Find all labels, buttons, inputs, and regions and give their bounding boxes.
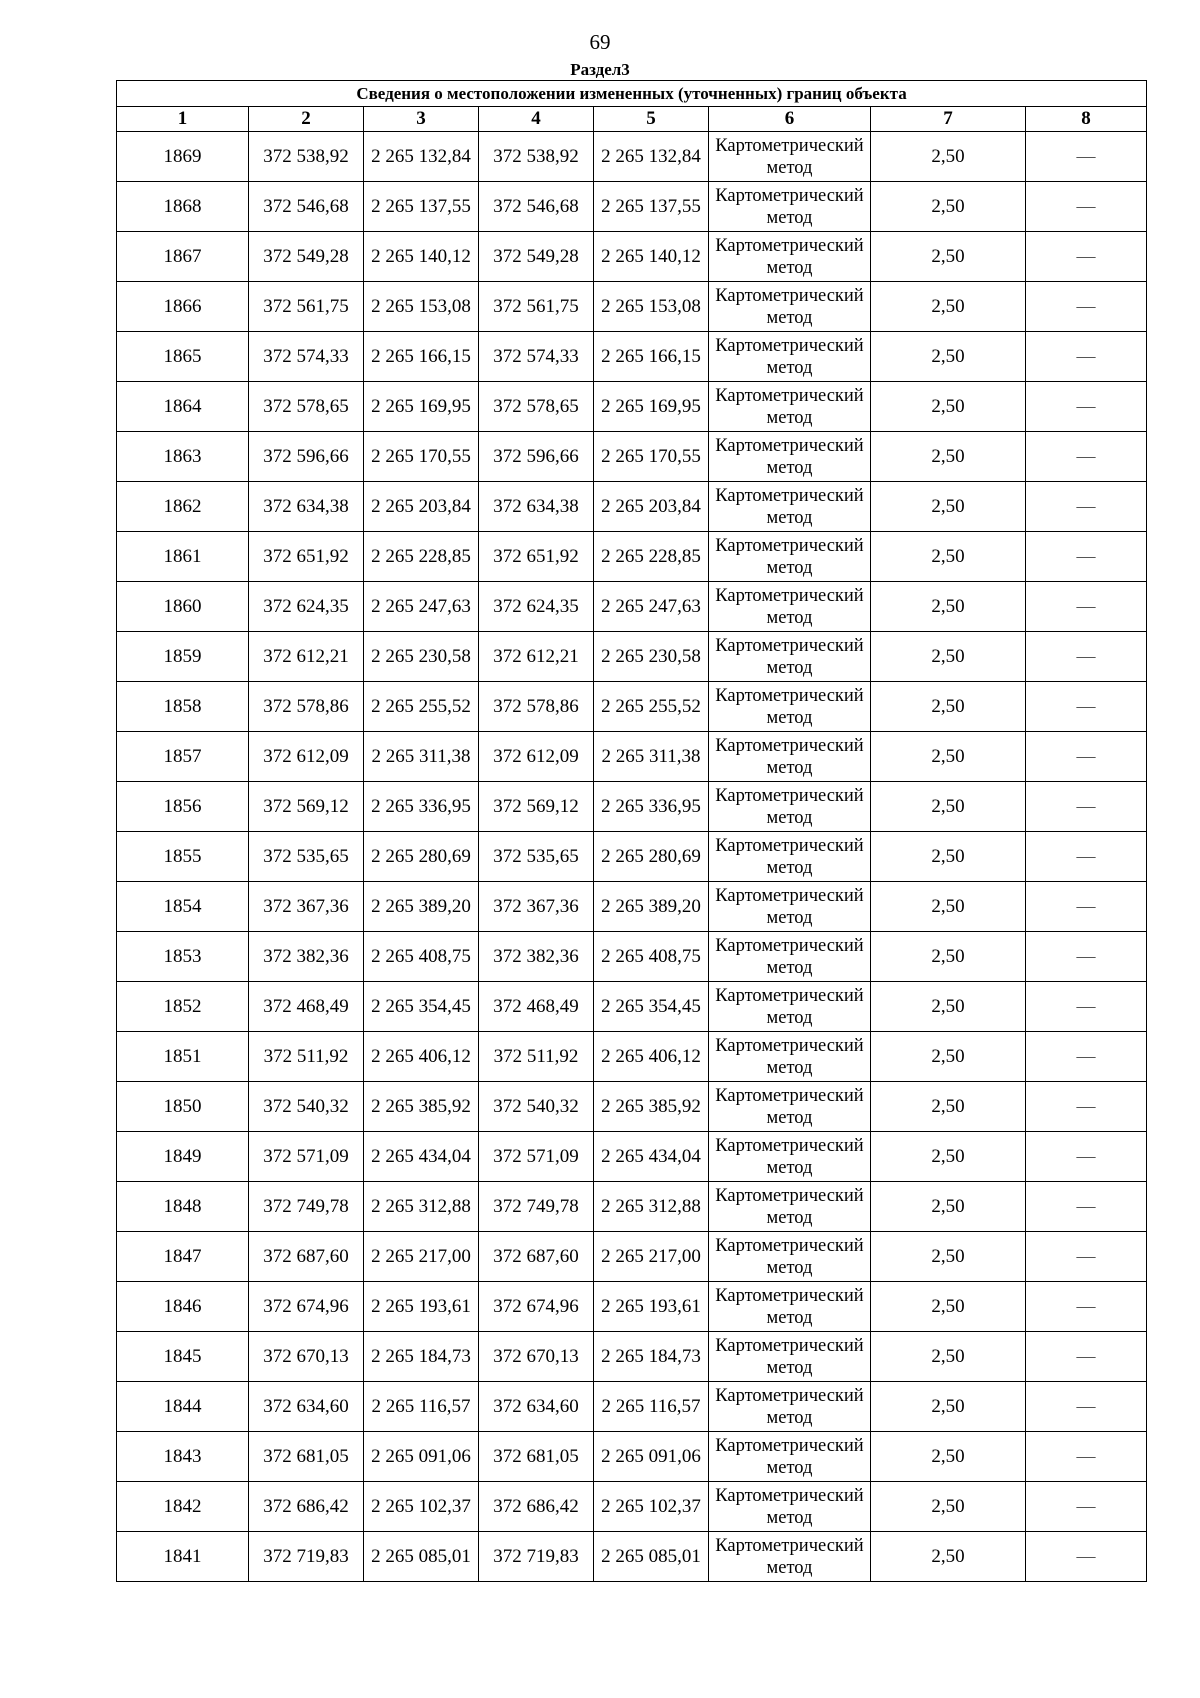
method-cell: Картометрический метод [709, 1432, 871, 1482]
point-number-cell: 1852 [117, 982, 249, 1032]
y-new-cell: 2 265 408,75 [594, 932, 709, 982]
y-old-cell: 2 265 140,12 [364, 232, 479, 282]
column-header: 1 [117, 107, 249, 132]
description-cell: — [1026, 632, 1147, 682]
table-title-row [117, 81, 1147, 107]
x-new-cell: 372 634,60 [479, 1382, 594, 1432]
y-old-cell: 2 265 132,84 [364, 132, 479, 182]
x-new-cell: 372 719,83 [479, 1532, 594, 1582]
x-old-cell: 372 538,92 [249, 132, 364, 182]
accuracy-cell: 2,50 [871, 1082, 1026, 1132]
table-row [117, 582, 1147, 632]
accuracy-cell: 2,50 [871, 482, 1026, 532]
point-number-cell: 1861 [117, 532, 249, 582]
point-number-cell: 1868 [117, 182, 249, 232]
x-old-cell: 372 468,49 [249, 982, 364, 1032]
x-new-cell: 372 686,42 [479, 1482, 594, 1532]
description-cell: — [1026, 482, 1147, 532]
page-number: 69 [589, 30, 611, 54]
description-cell: — [1026, 1082, 1147, 1132]
method-cell: Картометрический метод [709, 532, 871, 582]
description-cell: — [1026, 432, 1147, 482]
table-row [117, 332, 1147, 382]
x-new-cell: 372 367,36 [479, 882, 594, 932]
y-new-cell: 2 265 193,61 [594, 1282, 709, 1332]
x-new-cell: 372 540,32 [479, 1082, 594, 1132]
column-header: 8 [1026, 107, 1147, 132]
column-header: 6 [709, 107, 871, 132]
y-new-cell: 2 265 312,88 [594, 1182, 709, 1232]
x-old-cell: 372 634,60 [249, 1382, 364, 1432]
point-number-cell: 1860 [117, 582, 249, 632]
column-header: 4 [479, 107, 594, 132]
y-old-cell: 2 265 230,58 [364, 632, 479, 682]
accuracy-cell: 2,50 [871, 1132, 1026, 1182]
accuracy-cell: 2,50 [871, 732, 1026, 782]
description-cell: — [1026, 332, 1147, 382]
method-cell: Картометрический метод [709, 132, 871, 182]
table-row [117, 1432, 1147, 1482]
table-row [117, 232, 1147, 282]
x-old-cell: 372 382,36 [249, 932, 364, 982]
accuracy-cell: 2,50 [871, 1382, 1026, 1432]
table-row [117, 382, 1147, 432]
y-old-cell: 2 265 385,92 [364, 1082, 479, 1132]
column-header: 3 [364, 107, 479, 132]
x-new-cell: 372 561,75 [479, 282, 594, 332]
table-row [117, 732, 1147, 782]
x-old-cell: 372 686,42 [249, 1482, 364, 1532]
accuracy-cell: 2,50 [871, 1182, 1026, 1232]
point-number-cell: 1844 [117, 1382, 249, 1432]
description-cell: — [1026, 1332, 1147, 1382]
method-cell: Картометрический метод [709, 1082, 871, 1132]
x-old-cell: 372 574,33 [249, 332, 364, 382]
x-new-cell: 372 468,49 [479, 982, 594, 1032]
x-old-cell: 372 612,21 [249, 632, 364, 682]
description-cell: — [1026, 882, 1147, 932]
description-cell: — [1026, 832, 1147, 882]
point-number-cell: 1846 [117, 1282, 249, 1332]
x-new-cell: 372 651,92 [479, 532, 594, 582]
accuracy-cell: 2,50 [871, 832, 1026, 882]
y-old-cell: 2 265 170,55 [364, 432, 479, 482]
method-cell: Картометрический метод [709, 232, 871, 282]
description-cell: — [1026, 1232, 1147, 1282]
x-old-cell: 372 681,05 [249, 1432, 364, 1482]
x-new-cell: 372 670,13 [479, 1332, 594, 1382]
x-new-cell: 372 549,28 [479, 232, 594, 282]
table-row [117, 782, 1147, 832]
point-number-cell: 1845 [117, 1332, 249, 1382]
y-old-cell: 2 265 091,06 [364, 1432, 479, 1482]
method-cell: Картометрический метод [709, 1182, 871, 1232]
y-new-cell: 2 265 336,95 [594, 782, 709, 832]
method-cell: Картометрический метод [709, 932, 871, 982]
method-cell: Картометрический метод [709, 1232, 871, 1282]
y-old-cell: 2 265 247,63 [364, 582, 479, 632]
x-old-cell: 372 535,65 [249, 832, 364, 882]
table-row [117, 632, 1147, 682]
table-row [117, 1482, 1147, 1532]
table-title: Сведения о местоположении измененных (уточненных) границ объекта [117, 81, 1147, 107]
y-old-cell: 2 265 312,88 [364, 1182, 479, 1232]
x-old-cell: 372 546,68 [249, 182, 364, 232]
x-old-cell: 372 624,35 [249, 582, 364, 632]
y-new-cell: 2 265 385,92 [594, 1082, 709, 1132]
accuracy-cell: 2,50 [871, 1482, 1026, 1532]
point-number-cell: 1866 [117, 282, 249, 332]
y-old-cell: 2 265 389,20 [364, 882, 479, 932]
method-cell: Картометрический метод [709, 682, 871, 732]
x-old-cell: 372 687,60 [249, 1232, 364, 1282]
x-old-cell: 372 511,92 [249, 1032, 364, 1082]
y-old-cell: 2 265 434,04 [364, 1132, 479, 1182]
y-new-cell: 2 265 255,52 [594, 682, 709, 732]
y-new-cell: 2 265 137,55 [594, 182, 709, 232]
y-old-cell: 2 265 280,69 [364, 832, 479, 882]
table-row [117, 1532, 1147, 1582]
accuracy-cell: 2,50 [871, 382, 1026, 432]
table-row [117, 982, 1147, 1032]
accuracy-cell: 2,50 [871, 532, 1026, 582]
point-number-cell: 1865 [117, 332, 249, 382]
y-old-cell: 2 265 354,45 [364, 982, 479, 1032]
point-number-cell: 1869 [117, 132, 249, 182]
accuracy-cell: 2,50 [871, 632, 1026, 682]
x-new-cell: 372 681,05 [479, 1432, 594, 1482]
point-number-cell: 1848 [117, 1182, 249, 1232]
point-number-cell: 1850 [117, 1082, 249, 1132]
table-row [117, 132, 1147, 182]
description-cell: — [1026, 1032, 1147, 1082]
table-row [117, 932, 1147, 982]
description-cell: — [1026, 182, 1147, 232]
x-new-cell: 372 571,09 [479, 1132, 594, 1182]
y-old-cell: 2 265 116,57 [364, 1382, 479, 1432]
x-new-cell: 372 511,92 [479, 1032, 594, 1082]
x-new-cell: 372 612,21 [479, 632, 594, 682]
x-old-cell: 372 634,38 [249, 482, 364, 532]
y-new-cell: 2 265 354,45 [594, 982, 709, 1032]
method-cell: Картометрический метод [709, 582, 871, 632]
point-number-cell: 1853 [117, 932, 249, 982]
method-cell: Картометрический метод [709, 1132, 871, 1182]
y-old-cell: 2 265 255,52 [364, 682, 479, 732]
y-old-cell: 2 265 137,55 [364, 182, 479, 232]
method-cell: Картометрический метод [709, 382, 871, 432]
table-header-row [117, 107, 1147, 132]
x-old-cell: 372 651,92 [249, 532, 364, 582]
x-old-cell: 372 719,83 [249, 1532, 364, 1582]
description-cell: — [1026, 282, 1147, 332]
point-number-cell: 1849 [117, 1132, 249, 1182]
method-cell: Картометрический метод [709, 1032, 871, 1082]
y-old-cell: 2 265 169,95 [364, 382, 479, 432]
method-cell: Картометрический метод [709, 482, 871, 532]
accuracy-cell: 2,50 [871, 682, 1026, 732]
y-new-cell: 2 265 230,58 [594, 632, 709, 682]
accuracy-cell: 2,50 [871, 282, 1026, 332]
description-cell: — [1026, 232, 1147, 282]
table-row [117, 1082, 1147, 1132]
x-old-cell: 372 367,36 [249, 882, 364, 932]
y-new-cell: 2 265 085,01 [594, 1532, 709, 1582]
x-new-cell: 372 578,65 [479, 382, 594, 432]
x-old-cell: 372 561,75 [249, 282, 364, 332]
accuracy-cell: 2,50 [871, 432, 1026, 482]
point-number-cell: 1847 [117, 1232, 249, 1282]
accuracy-cell: 2,50 [871, 1282, 1026, 1332]
y-new-cell: 2 265 389,20 [594, 882, 709, 932]
point-number-cell: 1843 [117, 1432, 249, 1482]
y-old-cell: 2 265 311,38 [364, 732, 479, 782]
description-cell: — [1026, 1382, 1147, 1432]
y-new-cell: 2 265 116,57 [594, 1382, 709, 1432]
y-new-cell: 2 265 132,84 [594, 132, 709, 182]
x-new-cell: 372 612,09 [479, 732, 594, 782]
table-row [117, 1132, 1147, 1182]
point-number-cell: 1862 [117, 482, 249, 532]
table-row [117, 1332, 1147, 1382]
table-row [117, 682, 1147, 732]
accuracy-cell: 2,50 [871, 132, 1026, 182]
description-cell: — [1026, 1182, 1147, 1232]
x-new-cell: 372 674,96 [479, 1282, 594, 1332]
x-old-cell: 372 549,28 [249, 232, 364, 282]
x-old-cell: 372 578,65 [249, 382, 364, 432]
x-new-cell: 372 687,60 [479, 1232, 594, 1282]
x-old-cell: 372 540,32 [249, 1082, 364, 1132]
table-row [117, 432, 1147, 482]
method-cell: Картометрический метод [709, 982, 871, 1032]
y-old-cell: 2 265 193,61 [364, 1282, 479, 1332]
x-new-cell: 372 596,66 [479, 432, 594, 482]
x-old-cell: 372 749,78 [249, 1182, 364, 1232]
description-cell: — [1026, 782, 1147, 832]
point-number-cell: 1855 [117, 832, 249, 882]
method-cell: Картометрический метод [709, 182, 871, 232]
y-new-cell: 2 265 280,69 [594, 832, 709, 882]
method-cell: Картометрический метод [709, 782, 871, 832]
y-new-cell: 2 265 247,63 [594, 582, 709, 632]
x-new-cell: 372 382,36 [479, 932, 594, 982]
point-number-cell: 1851 [117, 1032, 249, 1082]
point-number-cell: 1856 [117, 782, 249, 832]
y-new-cell: 2 265 153,08 [594, 282, 709, 332]
y-old-cell: 2 265 228,85 [364, 532, 479, 582]
y-new-cell: 2 265 184,73 [594, 1332, 709, 1382]
x-old-cell: 372 596,66 [249, 432, 364, 482]
accuracy-cell: 2,50 [871, 182, 1026, 232]
point-number-cell: 1857 [117, 732, 249, 782]
y-old-cell: 2 265 217,00 [364, 1232, 479, 1282]
table-row [117, 832, 1147, 882]
x-new-cell: 372 574,33 [479, 332, 594, 382]
boundary-table [116, 80, 1147, 1582]
description-cell: — [1026, 932, 1147, 982]
y-old-cell: 2 265 102,37 [364, 1482, 479, 1532]
point-number-cell: 1864 [117, 382, 249, 432]
y-new-cell: 2 265 203,84 [594, 482, 709, 532]
point-number-cell: 1867 [117, 232, 249, 282]
method-cell: Картометрический метод [709, 632, 871, 682]
accuracy-cell: 2,50 [871, 982, 1026, 1032]
method-cell: Картометрический метод [709, 882, 871, 932]
y-old-cell: 2 265 203,84 [364, 482, 479, 532]
description-cell: — [1026, 382, 1147, 432]
description-cell: — [1026, 1482, 1147, 1532]
method-cell: Картометрический метод [709, 1482, 871, 1532]
table-row [117, 882, 1147, 932]
method-cell: Картометрический метод [709, 832, 871, 882]
y-old-cell: 2 265 408,75 [364, 932, 479, 982]
y-new-cell: 2 265 091,06 [594, 1432, 709, 1482]
section-label: Раздел3 [570, 60, 630, 79]
y-new-cell: 2 265 140,12 [594, 232, 709, 282]
description-cell: — [1026, 682, 1147, 732]
table-row [117, 1232, 1147, 1282]
y-old-cell: 2 265 406,12 [364, 1032, 479, 1082]
table-row [117, 1382, 1147, 1432]
point-number-cell: 1859 [117, 632, 249, 682]
table-row [117, 1032, 1147, 1082]
point-number-cell: 1841 [117, 1532, 249, 1582]
description-cell: — [1026, 532, 1147, 582]
method-cell: Картометрический метод [709, 432, 871, 482]
description-cell: — [1026, 1532, 1147, 1582]
y-new-cell: 2 265 311,38 [594, 732, 709, 782]
method-cell: Картометрический метод [709, 1532, 871, 1582]
x-new-cell: 372 749,78 [479, 1182, 594, 1232]
point-number-cell: 1858 [117, 682, 249, 732]
description-cell: — [1026, 732, 1147, 782]
table-row [117, 182, 1147, 232]
x-new-cell: 372 569,12 [479, 782, 594, 832]
y-old-cell: 2 265 085,01 [364, 1532, 479, 1582]
table-row [117, 1282, 1147, 1332]
method-cell: Картометрический метод [709, 732, 871, 782]
y-old-cell: 2 265 153,08 [364, 282, 479, 332]
accuracy-cell: 2,50 [871, 332, 1026, 382]
y-new-cell: 2 265 102,37 [594, 1482, 709, 1532]
point-number-cell: 1842 [117, 1482, 249, 1532]
method-cell: Картометрический метод [709, 1282, 871, 1332]
y-new-cell: 2 265 217,00 [594, 1232, 709, 1282]
method-cell: Картометрический метод [709, 282, 871, 332]
description-cell: — [1026, 982, 1147, 1032]
y-new-cell: 2 265 166,15 [594, 332, 709, 382]
x-new-cell: 372 624,35 [479, 582, 594, 632]
y-old-cell: 2 265 166,15 [364, 332, 479, 382]
y-new-cell: 2 265 228,85 [594, 532, 709, 582]
x-old-cell: 372 670,13 [249, 1332, 364, 1382]
table-row [117, 532, 1147, 582]
accuracy-cell: 2,50 [871, 232, 1026, 282]
column-header: 7 [871, 107, 1026, 132]
point-number-cell: 1863 [117, 432, 249, 482]
accuracy-cell: 2,50 [871, 932, 1026, 982]
y-old-cell: 2 265 184,73 [364, 1332, 479, 1382]
point-number-cell: 1854 [117, 882, 249, 932]
x-new-cell: 372 634,38 [479, 482, 594, 532]
x-old-cell: 372 578,86 [249, 682, 364, 732]
table-row [117, 282, 1147, 332]
x-new-cell: 372 546,68 [479, 182, 594, 232]
accuracy-cell: 2,50 [871, 1332, 1026, 1382]
method-cell: Картометрический метод [709, 332, 871, 382]
accuracy-cell: 2,50 [871, 1432, 1026, 1482]
method-cell: Картометрический метод [709, 1332, 871, 1382]
accuracy-cell: 2,50 [871, 882, 1026, 932]
accuracy-cell: 2,50 [871, 782, 1026, 832]
description-cell: — [1026, 132, 1147, 182]
accuracy-cell: 2,50 [871, 1532, 1026, 1582]
x-old-cell: 372 571,09 [249, 1132, 364, 1182]
table-row [117, 482, 1147, 532]
table-row [117, 1182, 1147, 1232]
y-old-cell: 2 265 336,95 [364, 782, 479, 832]
x-new-cell: 372 538,92 [479, 132, 594, 182]
y-new-cell: 2 265 169,95 [594, 382, 709, 432]
y-new-cell: 2 265 170,55 [594, 432, 709, 482]
accuracy-cell: 2,50 [871, 1032, 1026, 1082]
column-header: 2 [249, 107, 364, 132]
y-new-cell: 2 265 434,04 [594, 1132, 709, 1182]
method-cell: Картометрический метод [709, 1382, 871, 1432]
x-new-cell: 372 578,86 [479, 682, 594, 732]
description-cell: — [1026, 1282, 1147, 1332]
x-new-cell: 372 535,65 [479, 832, 594, 882]
x-old-cell: 372 569,12 [249, 782, 364, 832]
accuracy-cell: 2,50 [871, 1232, 1026, 1282]
description-cell: — [1026, 1132, 1147, 1182]
y-new-cell: 2 265 406,12 [594, 1032, 709, 1082]
column-header: 5 [594, 107, 709, 132]
x-old-cell: 372 612,09 [249, 732, 364, 782]
x-old-cell: 372 674,96 [249, 1282, 364, 1332]
description-cell: — [1026, 1432, 1147, 1482]
description-cell: — [1026, 582, 1147, 632]
accuracy-cell: 2,50 [871, 582, 1026, 632]
